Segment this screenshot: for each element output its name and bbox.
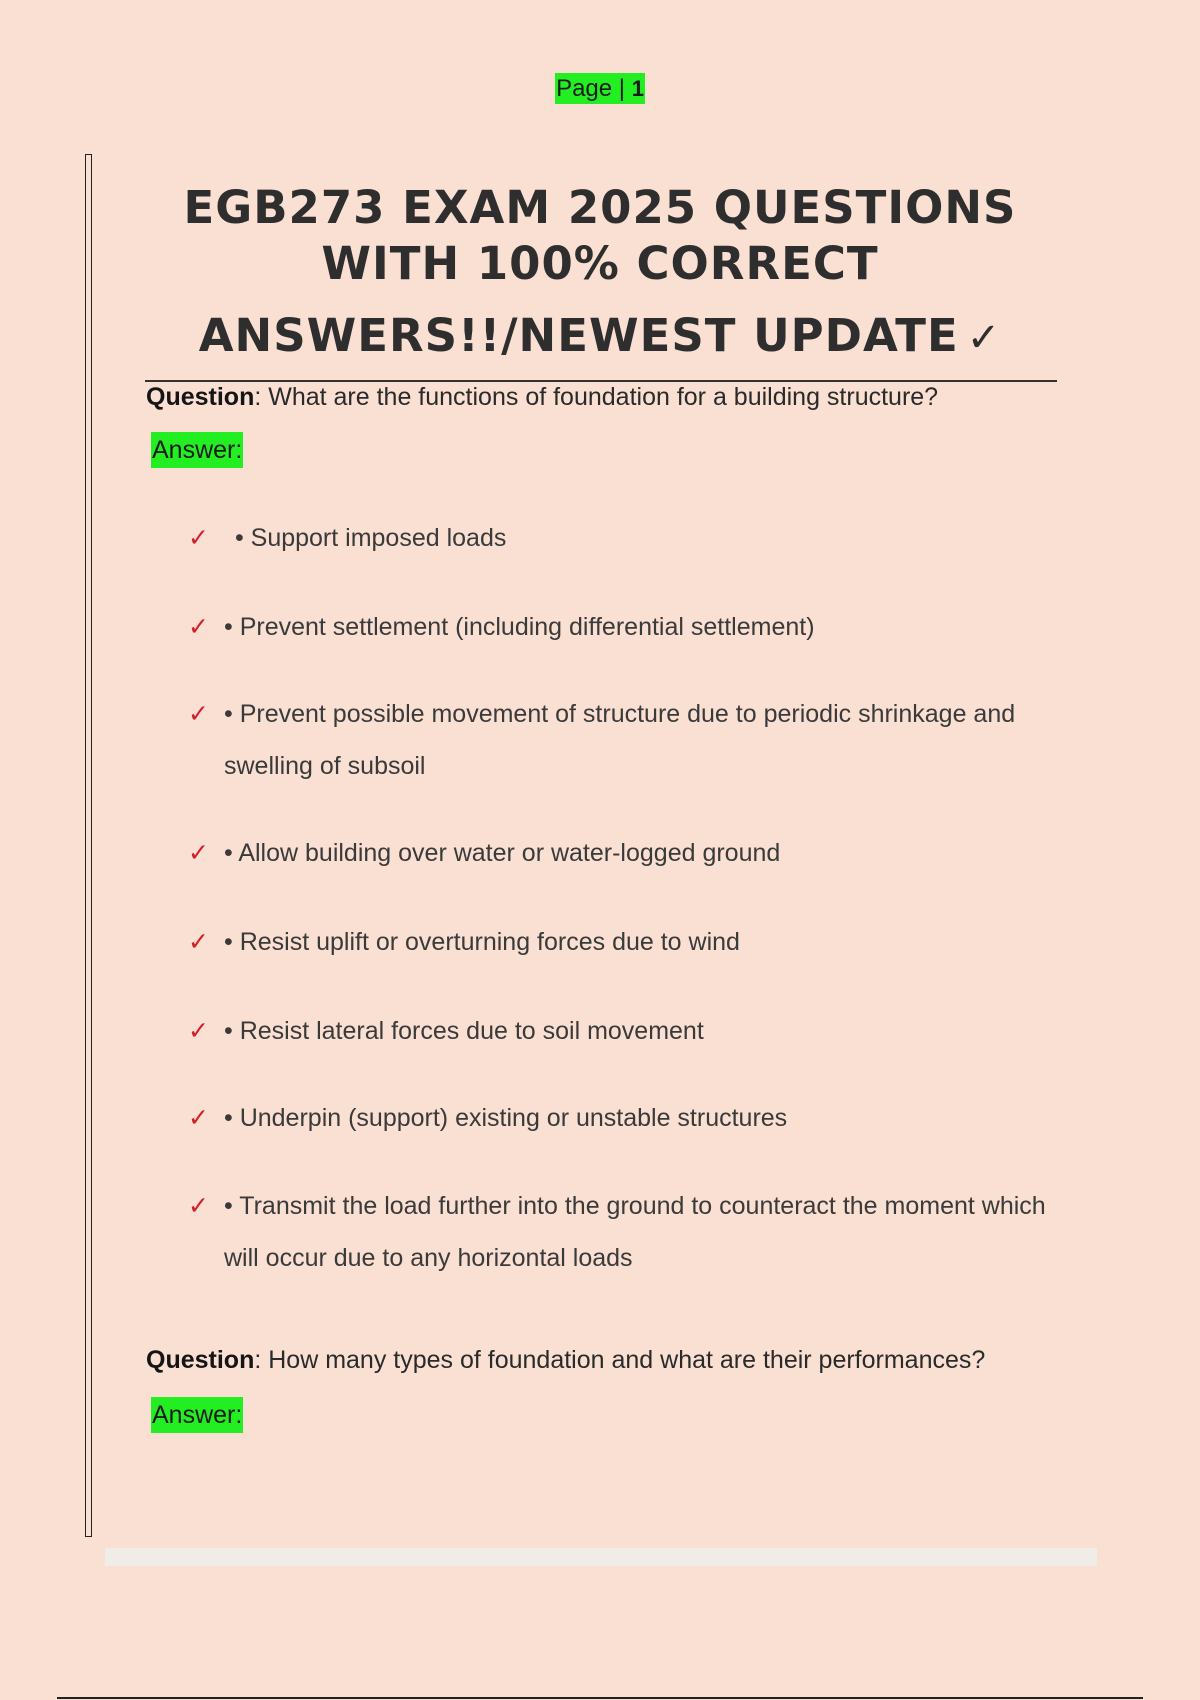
check-icon: ✓ [188,613,209,641]
title-line-2: WITH 100% CORRECT [321,237,879,290]
question-2 [146,1346,985,1375]
document-title [145,180,1055,368]
list-item-text: • Allow building over water or water-logged ground [224,839,781,867]
question-label: Question [146,383,255,411]
list-item-text: • Resist lateral forces due to soil movement [224,1017,704,1045]
check-icon: ✓ [188,700,209,728]
bottom-strip [105,1548,1097,1566]
title-check-icon: ✓ [966,315,1002,361]
list-item-text: • Resist uplift or overturning forces due to wind [224,928,740,956]
left-border-bar [85,154,92,1537]
check-icon: ✓ [188,1192,209,1220]
check-icon: ✓ [188,1104,209,1132]
check-icon: ✓ [188,1017,209,1045]
list-item-text: • Underpin (support) existing or unstable structures [224,1104,788,1132]
title-line-1: EGB273 EXAM 2025 QUESTIONS [183,181,1017,234]
answer-label-1: Answer: [151,432,243,468]
page-number: 1 [631,76,644,101]
question-text: : How many types of foundation and what are their performances? [254,1346,986,1374]
check-icon: ✓ [188,928,209,956]
list-item-text: • Support imposed loads [228,524,507,552]
list-item-text: • Prevent possible movement of structure due to periodic shrinkage and swelling of subsoil [224,700,1016,780]
page-header [0,72,1200,106]
list-item-text: • Transmit the load further into the ground to counteract the moment which will occur due to any horizontal loads [224,1192,1046,1272]
check-icon: ✓ [188,524,209,552]
page-number-label: Page | 1 [556,75,644,102]
question-label: Question [146,1346,255,1374]
question-1 [146,383,938,412]
footer-divider [57,1697,1143,1699]
list-item-text: • Prevent settlement (including differential settlement) [224,613,815,641]
question-text: : What are the functions of foundation for a building structure? [254,383,939,411]
title-divider [145,380,1057,382]
check-icon: ✓ [188,839,209,867]
answer-label-2: Answer: [151,1397,243,1433]
title-line-3: ANSWERS!!/NEWEST UPDATE ✓ [198,309,1002,362]
